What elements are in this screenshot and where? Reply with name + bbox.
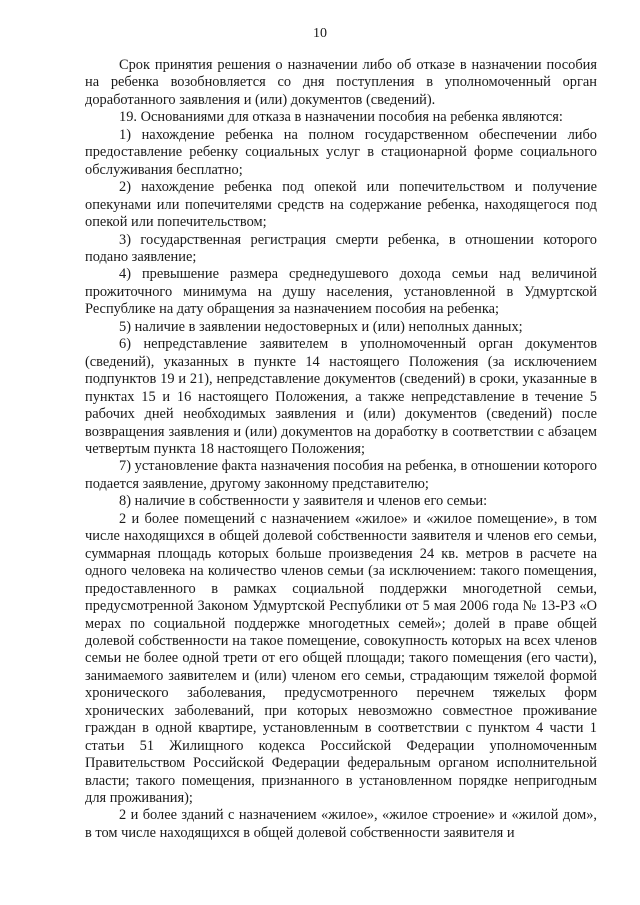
paragraph-subitem-6: 6) непредставление заявителем в уполномоченный орган документов (сведений), указанных в пункте 14 настоящего Положения (за исключением подпунктов 19 и 21), непредставление документов (сведений) в сроки, указанные в пунктах 15 и 16 настоящего Положения, а также непредставление в течение 5 рабочих дней необходимых заявления и (или) документов (сведений) после возвращения заявления и (или) документов на доработку в соответствии с абзацем четвертым пункта 18 настоящего Положения;	[85, 336, 597, 457]
paragraph-item-19-heading: 19. Основаниями для отказа в назначении пособия на ребенка являются:	[119, 109, 563, 126]
paragraph-decision-deadline: Срок принятия решения о назначении либо об отказе в назначении пособия на ребенка возобновляется со дня поступления в уполномоченный орган доработанного заявления и (или) документов (сведений).	[85, 57, 597, 108]
paragraph-subitem-3: 3) государственная регистрация смерти ребенка, в отношении которого подано заявление;	[85, 231, 597, 265]
paragraph-buildings-clause: 2 и более зданий с назначением «жилое», «жилое строение» и «жилой дом», в том числе находящихся в общей долевой собственности заявителя и	[85, 807, 597, 841]
document-body	[85, 57, 597, 842]
paragraph-subitem-8: 8) наличие в собственности у заявителя и членов его семьи:	[119, 493, 488, 510]
paragraph-subitem-5: 5) наличие в заявлении недостоверных и (или) неполных данных;	[119, 318, 523, 335]
paragraph-subitem-7: 7) установление факта назначения пособия на ребенка, в отношении которого подается заявление, другому законному представителю;	[85, 458, 597, 492]
paragraph-subitem-1: 1) нахождение ребенка на полном государственном обеспечении либо предоставление ребенку социальных услуг в стационарной форме социального обслуживания бесплатно;	[85, 126, 597, 178]
paragraph-premises-clause: 2 и более помещений с назначением «жилое» и «жилое помещение», в том числе находящихся в общей долевой собственности заявителя и членов его семьи, суммарная площадь которых больше произведения 24 кв. метров в расчете на одного человека на количество членов семьи (за исключением: такого помещения, предоставленного в рамках социальной поддержки многодетной семьи, предусмотренной Законом Удмуртской Республики от 5 мая 2006 года № 13-РЗ «О мерах по социальной поддержке многодетных семей»; долей в праве общей долевой собственности на такое помещение, совокупность которых на всех членов семьи не более одной трети от его общей площади; такого помещения (его части), занимаемого заявителем и (или) членом его семьи, страдающим тяжелой формой хронического заболевания, предусмотренного перечнем тяжелых форм хронических заболеваний, при которых невозможно совместное проживание граждан в одной квартире, установленным в соответствии с пунктом 4 части 1 статьи 51 Жилищного кодекса Российской Федерации уполномоченным Правительством Российской Федерации федеральным органом исполнительной власти; такого помещения, признанного в установленном порядке непригодным для проживания);	[85, 510, 597, 807]
paragraph-subitem-2: 2) нахождение ребенка под опекой или попечительством и получение опекунами или попечителями средств на содержание ребенка, находящегося под опекой или попечительством;	[85, 179, 597, 231]
page-number: 10	[313, 26, 327, 41]
paragraph-subitem-4: 4) превышение размера среднедушевого дохода семьи над величиной прожиточного минимума на душу населения, установленной в Удмуртской Республике на дату обращения за назначением пособия на ребенка;	[85, 266, 597, 318]
